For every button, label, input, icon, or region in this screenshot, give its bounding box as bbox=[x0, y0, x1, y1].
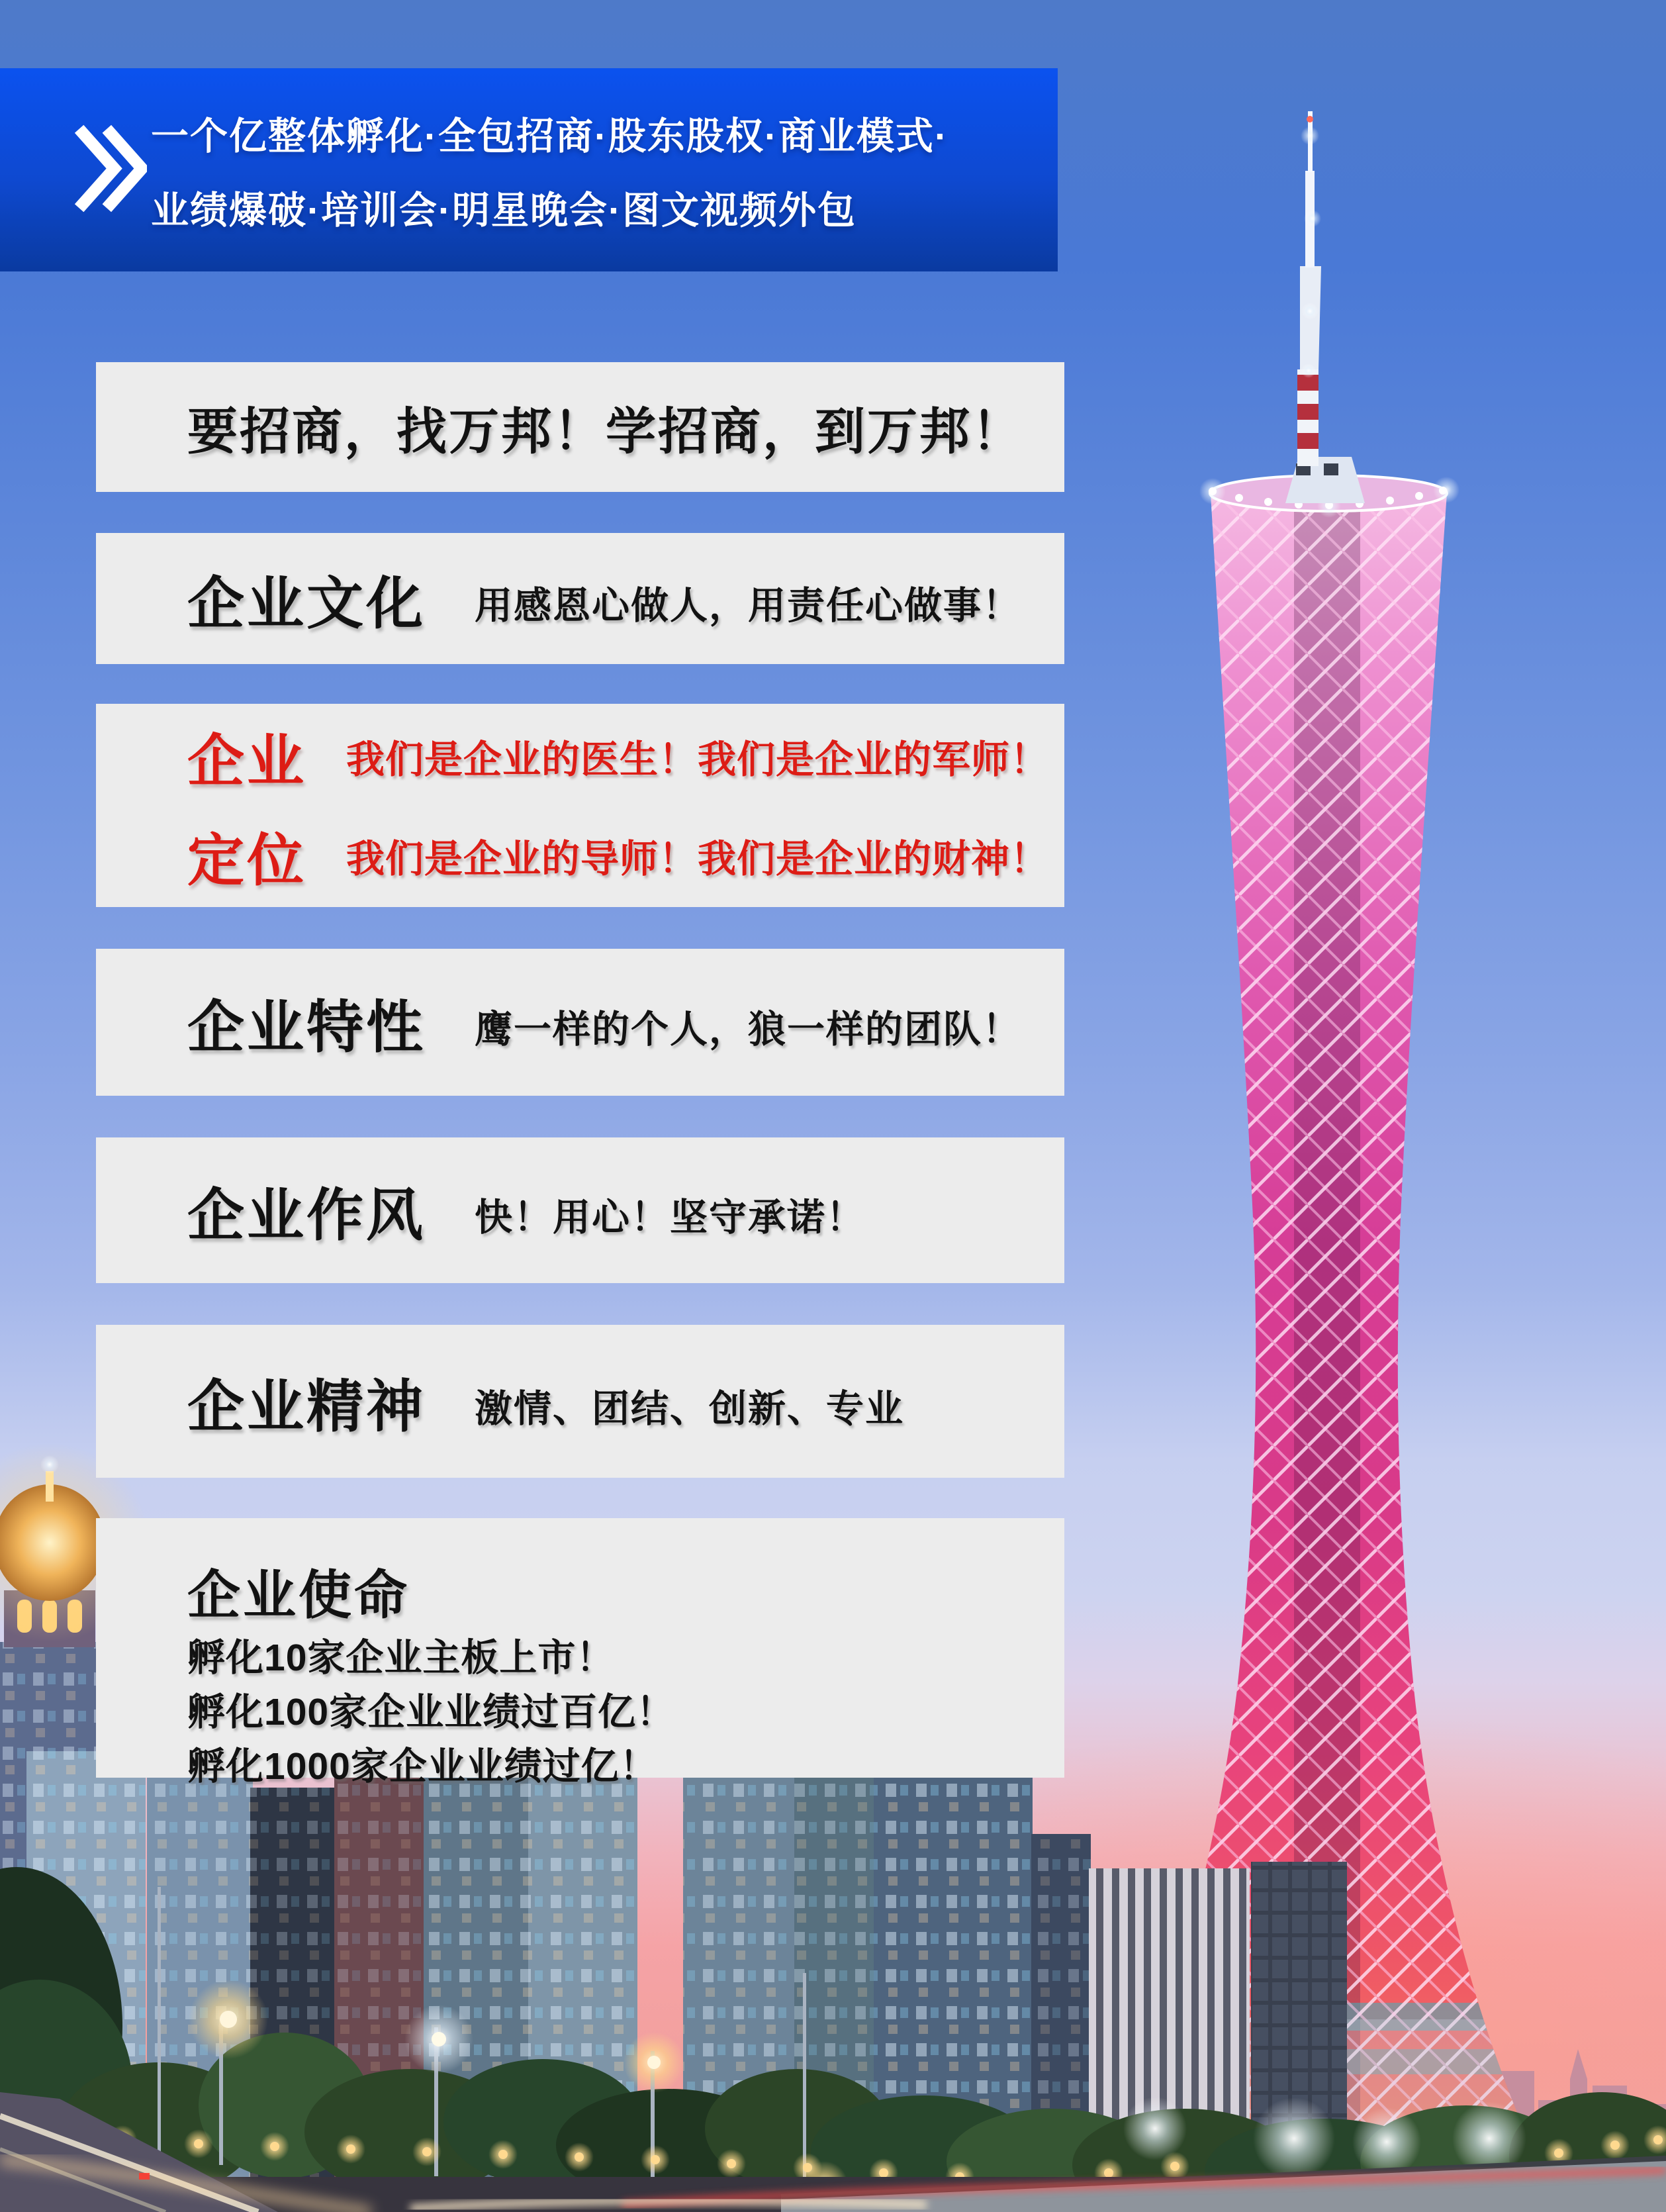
positioning-heading-line1: 企业 bbox=[187, 729, 306, 793]
header-banner bbox=[0, 68, 1058, 271]
positioning-box bbox=[96, 704, 1064, 907]
culture-heading: 企业文化 bbox=[187, 572, 426, 636]
slogan-box bbox=[96, 362, 1064, 492]
positioning-grid bbox=[187, 715, 1049, 896]
positioning-line-1: 我们是企业的医生！我们是企业的军师！ bbox=[346, 738, 1050, 781]
mission-line-3: 孵化1000家企业业绩过亿！ bbox=[187, 1745, 658, 1788]
traits-heading: 企业特性 bbox=[187, 996, 426, 1059]
car-taillight bbox=[139, 2173, 150, 2180]
fast-forward-icon bbox=[74, 119, 147, 221]
banner-line-1: 一个亿整体孵化·全包招商·股东股权·商业模式· bbox=[151, 115, 949, 158]
culture-box bbox=[96, 533, 1064, 664]
traits-box bbox=[96, 949, 1064, 1096]
spirit-box bbox=[96, 1325, 1064, 1478]
mission-heading: 企业使命 bbox=[187, 1566, 410, 1625]
culture-text: 用感恩心做人，用责任心做事！ bbox=[475, 585, 1021, 627]
mission-line-1: 孵化10家企业主板上市！ bbox=[187, 1637, 615, 1679]
spirit-text: 激情、团结、创新、专业 bbox=[475, 1387, 904, 1430]
mission-box bbox=[96, 1518, 1064, 1788]
slogan-text: 要招商，找万邦！学招商，到万邦！ bbox=[187, 403, 1024, 460]
mission-line-2: 孵化100家企业业绩过百亿！ bbox=[187, 1691, 675, 1733]
work-style-text: 快！用心！坚守承诺！ bbox=[475, 1196, 865, 1239]
banner-text bbox=[151, 68, 949, 271]
tower-antenna bbox=[1285, 111, 1365, 503]
traits-text: 鹰一样的个人，狼一样的团队！ bbox=[475, 1008, 1021, 1051]
work-style-heading: 企业作风 bbox=[187, 1184, 426, 1247]
positioning-heading-line2: 定位 bbox=[187, 828, 306, 892]
work-style-box bbox=[96, 1137, 1064, 1283]
positioning-line-2: 我们是企业的导师！我们是企业的财神！ bbox=[346, 837, 1050, 881]
spirit-heading: 企业精神 bbox=[187, 1374, 426, 1439]
banner-line-2: 业绩爆破·培训会·明星晚会·图文视频外包 bbox=[151, 189, 856, 232]
